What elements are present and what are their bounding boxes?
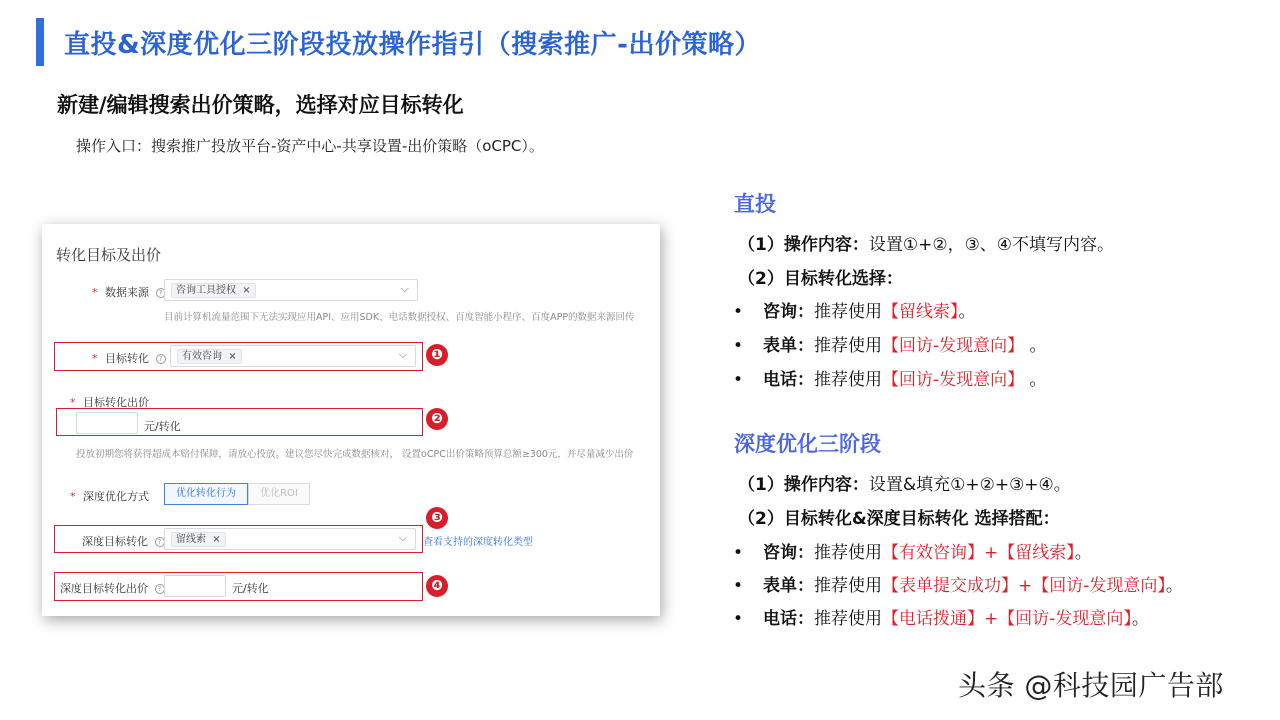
- target-bid-unit: 元/转化: [144, 420, 181, 433]
- bid-strategy-form-screenshot: [42, 224, 660, 616]
- deep-item-consult: • 咨询：推荐使用【有效咨询】+【留线索】。: [733, 543, 1092, 563]
- deep-method-label: * 深度优化方式: [70, 490, 149, 503]
- remove-tag-icon[interactable]: ×: [228, 351, 237, 362]
- page-subtitle: 新建/编辑搜索出价策略，选择对应目标转化: [57, 93, 464, 117]
- direct-item-phone: • 电话：推荐使用【回访-发现意向】 。: [733, 370, 1047, 390]
- direct-heading: 直投: [734, 192, 776, 216]
- deep-method-option-roi[interactable]: 优化ROI: [248, 483, 310, 505]
- help-icon[interactable]: ?: [155, 537, 165, 547]
- target-conversion-label: * 目标转化 ?: [92, 350, 166, 366]
- form-section-title: 转化目标及出价: [56, 246, 162, 264]
- deep-heading: 深度优化三阶段: [734, 432, 881, 456]
- target-conversion-tag: 有效咨询 ×: [177, 349, 242, 364]
- step-marker-2: ❷: [426, 408, 448, 430]
- data-source-select[interactable]: [164, 279, 418, 301]
- remove-tag-icon[interactable]: ×: [242, 285, 251, 296]
- title-accent-bar: [36, 18, 44, 66]
- deep-target-tag: 留线索 ×: [171, 532, 226, 547]
- deep-item-phone: • 电话：推荐使用【电话拨通】+【回访-发现意向】。: [733, 609, 1149, 629]
- bid-guarantee-hint: 投放初期您将获得超成本赔付保障，请放心投放。建议您尽快完成数据核对， 设置oCPC出价策略预算总额≥300元，并尽量减少出价: [76, 449, 634, 460]
- page-title: 直投&深度优化三阶段投放操作指引（搜索推广-出价策略）: [64, 30, 761, 60]
- chevron-down-icon[interactable]: ⌵: [398, 348, 407, 361]
- entry-note: 操作入口：搜索推广投放平台-资产中心-共享设置-出价策略（oCPC）。: [76, 137, 544, 155]
- data-source-label: * 数据来源 ?: [92, 284, 166, 300]
- deep-bid-label: 深度目标转化出价 ?: [60, 580, 165, 596]
- direct-item-form: • 表单：推荐使用【回访-发现意向】 。: [733, 336, 1047, 356]
- target-conversion-select[interactable]: [170, 345, 416, 367]
- step-marker-1: ❶: [426, 344, 448, 366]
- deep-conversion-types-link[interactable]: 查看支持的深度转化类型: [423, 537, 533, 548]
- chevron-down-icon[interactable]: ⌵: [398, 531, 407, 544]
- deep-bid-unit: 元/转化: [232, 582, 269, 595]
- deep-op-line: （1）操作内容：设置&填充①+②+③+④。: [738, 475, 1071, 495]
- deep-target-select[interactable]: [164, 528, 416, 550]
- data-source-hint: 目前计算机流量范围下无法实现应用API、应用SDK、电话数据授权、百度智能小程序、百度APP的数据来源回传: [164, 312, 635, 323]
- help-icon[interactable]: ?: [156, 288, 166, 298]
- direct-item-consult: • 咨询：推荐使用【留线索】。: [733, 302, 976, 322]
- target-bid-label: * 目标转化出价: [70, 396, 149, 409]
- data-source-tag: 咨询工具授权 ×: [171, 283, 256, 298]
- deep-item-form: • 表单：推荐使用【表单提交成功】+【回访-发现意向】。: [733, 576, 1183, 596]
- deep-select-line: （2）目标转化&深度目标转化 选择搭配：: [738, 509, 1060, 529]
- target-bid-input[interactable]: [76, 412, 138, 434]
- deep-method-option-behavior[interactable]: 优化转化行为: [164, 483, 248, 505]
- deep-bid-input[interactable]: [164, 575, 226, 597]
- help-icon[interactable]: ?: [155, 584, 165, 594]
- help-icon[interactable]: ?: [156, 354, 166, 364]
- direct-select-line: （2）目标转化选择：: [738, 269, 903, 289]
- deep-target-label: 深度目标转化 ?: [82, 533, 165, 549]
- direct-op-line: （1）操作内容：设置①+②，③、④不填写内容。: [738, 235, 1115, 255]
- remove-tag-icon[interactable]: ×: [212, 534, 221, 545]
- watermark: 头条 @科技园广告部: [958, 669, 1224, 702]
- step-marker-3: ❸: [426, 507, 448, 529]
- step-marker-4: ❹: [426, 575, 448, 597]
- chevron-down-icon[interactable]: ⌵: [400, 282, 409, 295]
